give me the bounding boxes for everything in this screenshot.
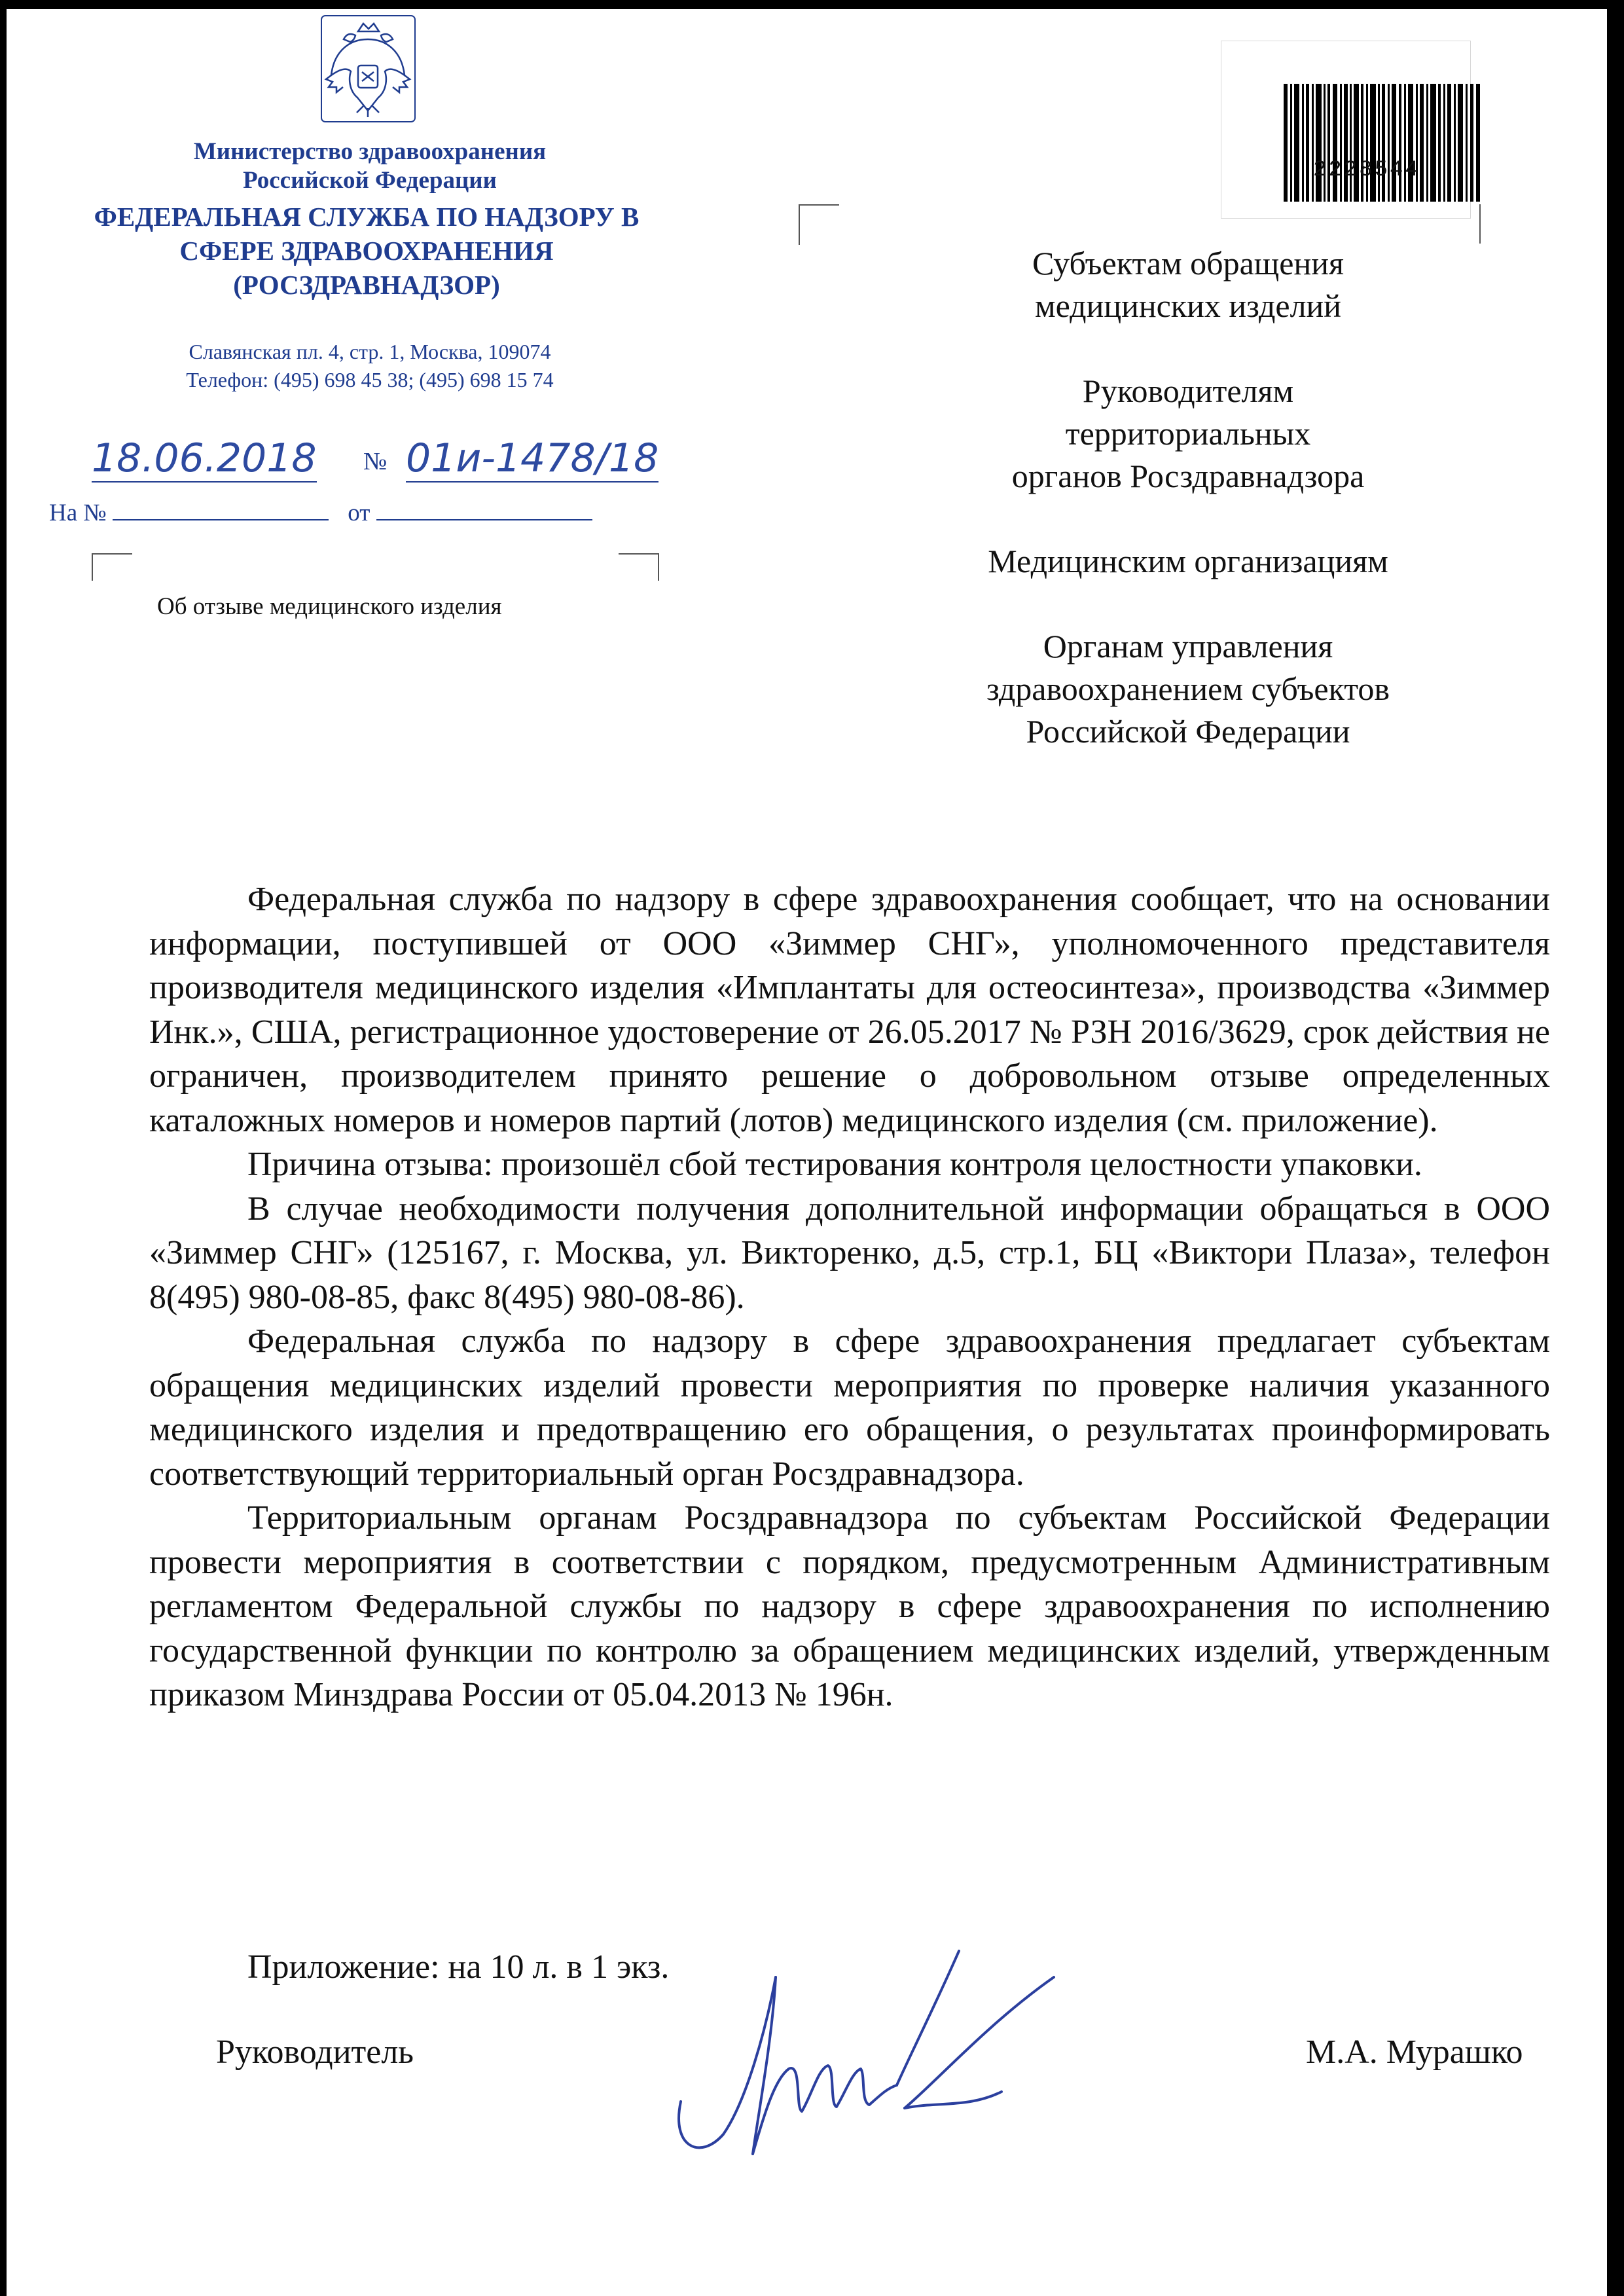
scan-edge-right [1607,9,1624,2296]
addressee-item: Субъектам обращения медицинских изделий [1032,245,1344,324]
addressee-item: Органам управления здравоохранением субъектов Российской Федерации [986,628,1390,750]
body-paragraph: В случае необходимости получения дополнительной информации обращаться в ООО «Зиммер СНГ» (125167, г. Москва, ул. Викторенко, д.5, стр.1, БЦ «Виктори Плаза», телефон 8(495) 980-08-85, факс 8(495) 980-08-86). [149,1190,1550,1316]
addressee-bracket-left [799,204,839,245]
address-block [111,338,628,394]
barcode-label [1221,41,1471,219]
addressee-item: Руководителям территориальных органов Росздравнадзора [1011,373,1365,494]
letter-subject: Об отзыве медицинского изделия [157,593,502,620]
subject-bracket-left [92,553,132,581]
barcode-number: 2228544 [1313,158,1420,183]
scan-edge-left [0,0,7,2296]
scan-edge-top [0,0,1624,9]
handwritten-signature [661,1938,1080,2174]
body-paragraph: Федеральная служба по надзору в сфере здравоохранения предлагает субъектам обращения медицинских изделий провести мероприятия по проверке наличия указанного медицинского изделия и предотвращению его обращения, о результатах проинформировать соответствующий территориальный орган Росздравнадзора. [149,1322,1550,1493]
addressee-list [929,242,1447,795]
body-paragraph: Федеральная служба по надзору в сфере здравоохранения сообщает, что на основании информации, поступившей от ООО «Зиммер СНГ», уполномоченного представителя производителя медицинского изделия «Имплантаты для остеосинтеза», производства «Зиммер Инк.», США, регистрационное удостоверение от 26.05.2017 № РЗН 2016/3629, срок действия не ограничен, производителем принято решение о добровольном отзыве определенных каталожных номеров и номеров партий (лотов) медицинского изделия (см. приложение). [149,881,1550,1139]
coat-of-arms-icon [317,13,419,124]
reference-label: На № [49,500,107,526]
attachment-note: Приложение: на 10 л. в 1 экз. [247,1948,670,1986]
signer-name: М.А. Мурашко [1306,2033,1523,2071]
barcode-icon [1284,84,1480,202]
registration-date: 18.06.2018 [92,435,317,481]
letter-body [149,877,1550,1717]
service-name: ФЕДЕРАЛЬНАЯ СЛУЖБА ПО НАДЗОРУ В СФЕРЕ ЗДРАВООХРАНЕНИЯ (РОСЗДРАВНАДЗОР) [94,202,640,300]
reference-number-blank [113,500,329,520]
reference-from-label: от [348,500,370,526]
reference-row [49,499,664,527]
signer-position: Руководитель [216,2033,414,2071]
body-paragraph: Причина отзыва: произошёл сбой тестирования контроля целостности упаковки. [247,1146,1422,1183]
addressee-item: Медицинским организациям [988,543,1388,579]
phone-line: Телефон: (495) 698 45 38; (495) 698 15 74 [186,368,554,392]
ministry-name: Министерство здравоохранения Российской Федерации [193,138,547,194]
address-line: Славянская пл. 4, стр. 1, Москва, 109074 [189,340,551,363]
body-paragraph: Территориальным органам Росздравнадзора по субъектам Российской Федерации провести мероприятия в соответствии с порядком, предусмотренным Административным регламентом Федеральной службы по надзору в сфере здравоохранения по исполнению государственной функции по контролю за обращением медицинских изделий, утвержденным приказом Минздрава России от 05.04.2013 № 196н. [149,1499,1550,1713]
reference-date-blank [376,500,592,520]
subject-bracket-right [619,553,659,581]
registration-row [85,429,759,501]
number-sign: № [363,448,388,475]
registration-number: 01и-1478/18 [406,435,659,481]
